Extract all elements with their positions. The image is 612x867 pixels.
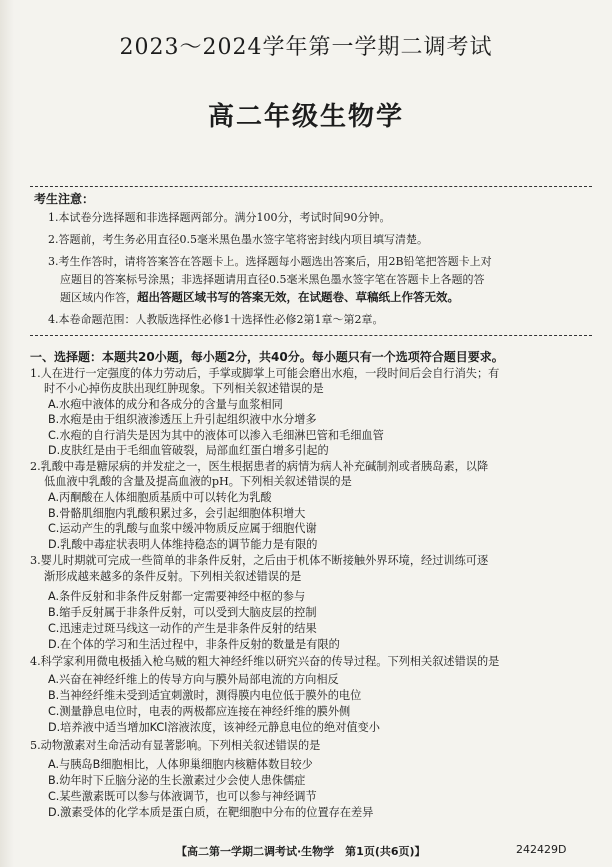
question-1-option-a: A.水疱中液体的成分和各成分的含量与血浆相同: [48, 398, 283, 411]
question-3-option-b: B.缩手反射属于非条件反射，可以受到大脑皮层的控制: [48, 606, 317, 619]
notice-item-2: 2.答题前，考生务必用直径0.5毫米黑色墨水签字笔将密封线内项目填写清楚。: [48, 233, 428, 246]
question-3-option-c: C.迅速走过斑马线这一动作的产生是非条件反射的结果: [48, 622, 317, 635]
question-4-option-a: A.兴奋在神经纤维上的传导方向与膜外局部电流的方向相反: [48, 673, 339, 686]
notice-item-3-cont2: [60, 289, 588, 306]
exam-title: 2023～2024学年第一学期二调考试: [119, 35, 493, 60]
notice-item-4: 4.本卷命题范围：人教版选择性必修1十选择性必修2第1章～第2章。: [48, 313, 384, 326]
question-3-option-a: A.条件反射和非条件反射都一定需要神经中枢的参与: [48, 590, 306, 603]
notice-item-3-tail: 题区域内作答，: [60, 291, 137, 304]
notice-heading: 考生注意：: [34, 192, 95, 206]
question-4-stem: 4.科学家利用微电极插入枪乌贼的粗大神经纤维以研究兴奋的传导过程。下列相关叙述错误的是: [30, 655, 500, 668]
question-3-stem-line-2: 渐形成越来越多的条件反射。下列相关叙述错误的是: [44, 570, 302, 583]
footer-page-info: 【高二第一学期二调考试·生物学 第1页(共6页)】: [176, 845, 426, 858]
question-5-option-a: A.与胰岛B细胞相比，人体卵巢细胞内核糖体数目较少: [48, 758, 313, 771]
candidate-notice: [30, 186, 592, 336]
question-2-option-c: C.运动产生的乳酸与血浆中缓冲物质反应属于细胞代谢: [48, 522, 317, 535]
question-5-option-b: B.幼年时下丘脑分泌的生长激素过少会使人患侏儒症: [48, 774, 306, 787]
question-5-option-d: D.激素受体的化学本质是蛋白质，在靶细胞中分布的位置存在差异: [48, 806, 374, 819]
notice-emphasis: 超出答题区域书写的答案无效，在试题卷、草稿纸上作答无效。: [137, 290, 459, 304]
question-1-stem-line-1: 1.人在进行一定强度的体力劳动后，手掌或脚掌上可能会磨出水疱，一段时间后会自行消失；有: [30, 367, 500, 380]
question-4-option-b: B.当神经纤维未受到适宜刺激时，测得膜内电位低于膜外的电位: [48, 689, 362, 702]
question-1-stem-line-2: 时不小心掉伤皮肤出现红肿现象。下列相关叙述错误的是: [44, 382, 324, 395]
question-3-option-d: D.在个体的学习和生活过程中，非条件反射的数量是有限的: [48, 638, 340, 651]
question-5-stem: 5.动物激素对生命活动有显著影响。下列相关叙述错误的是: [30, 739, 321, 752]
question-2-stem-line-2: 低血液中乳酸的含量及提高血液的pH。下列相关叙述错误的是: [44, 475, 352, 488]
question-2-option-a: A.丙酮酸在人体细胞质基质中可以转化为乳酸: [48, 491, 272, 504]
question-2-option-d: D.乳酸中毒症状表明人体维持稳态的调节能力是有限的: [48, 538, 318, 551]
question-1-option-d: D.皮肤红是由于毛细血管破裂，局部血红蛋白增多引起的: [48, 444, 329, 457]
notice-item-1: 1.本试卷分选择题和非选择题两部分。满分100分，考试时间90分钟。: [48, 211, 391, 224]
question-2-option-b: B.骨骼肌细胞内乳酸积累过多，会引起细胞体积增大: [48, 507, 306, 520]
question-2-stem-line-1: 2.乳酸中毒是糖尿病的并发症之一，医生根据患者的病情为病人补充碱制剂或者胰岛素，以降: [30, 460, 489, 473]
question-4-option-d: D.培养液中适当增加KCl溶液浓度，该神经元静息电位的绝对值变小: [48, 721, 380, 734]
notice-item-3: 3.考生作答时，请将答案答在答题卡上。选择题每小题选出答案后，用2B铅笔把答题卡上对: [48, 255, 492, 268]
question-5-option-c: C.某些激素既可以参与体液调节，也可以参与神经调节: [48, 790, 317, 803]
question-1-option-b: B.水疱是由于组织液渗透压上升引起组织液中水分增多: [48, 413, 317, 426]
notice-item-3-cont: 应题目的答案标号涂黑；非选择题请用直径0.5毫米黑色墨水签字笔在答题卡上各题的答: [60, 273, 485, 286]
footer-exam-code: 242429D: [516, 843, 567, 856]
question-3-stem-line-1: 3.婴儿时期就可完成一些简单的非条件反射，之后由于机体不断接触外界环境，经过训练可逐: [30, 554, 489, 567]
question-4-option-c: C.测量静息电位时，电表的两极都应连接在神经纤维的膜外侧: [48, 705, 351, 718]
question-1-option-c: C.水疱的自行消失是因为其中的液体可以渗入毛细淋巴管和毛细血管: [48, 429, 384, 442]
section-heading: 一、选择题：本题共20小题，每小题2分，共40分。每小题只有一个选项符合题目要求。: [30, 350, 504, 364]
exam-subject: 高二年级生物学: [207, 102, 404, 132]
